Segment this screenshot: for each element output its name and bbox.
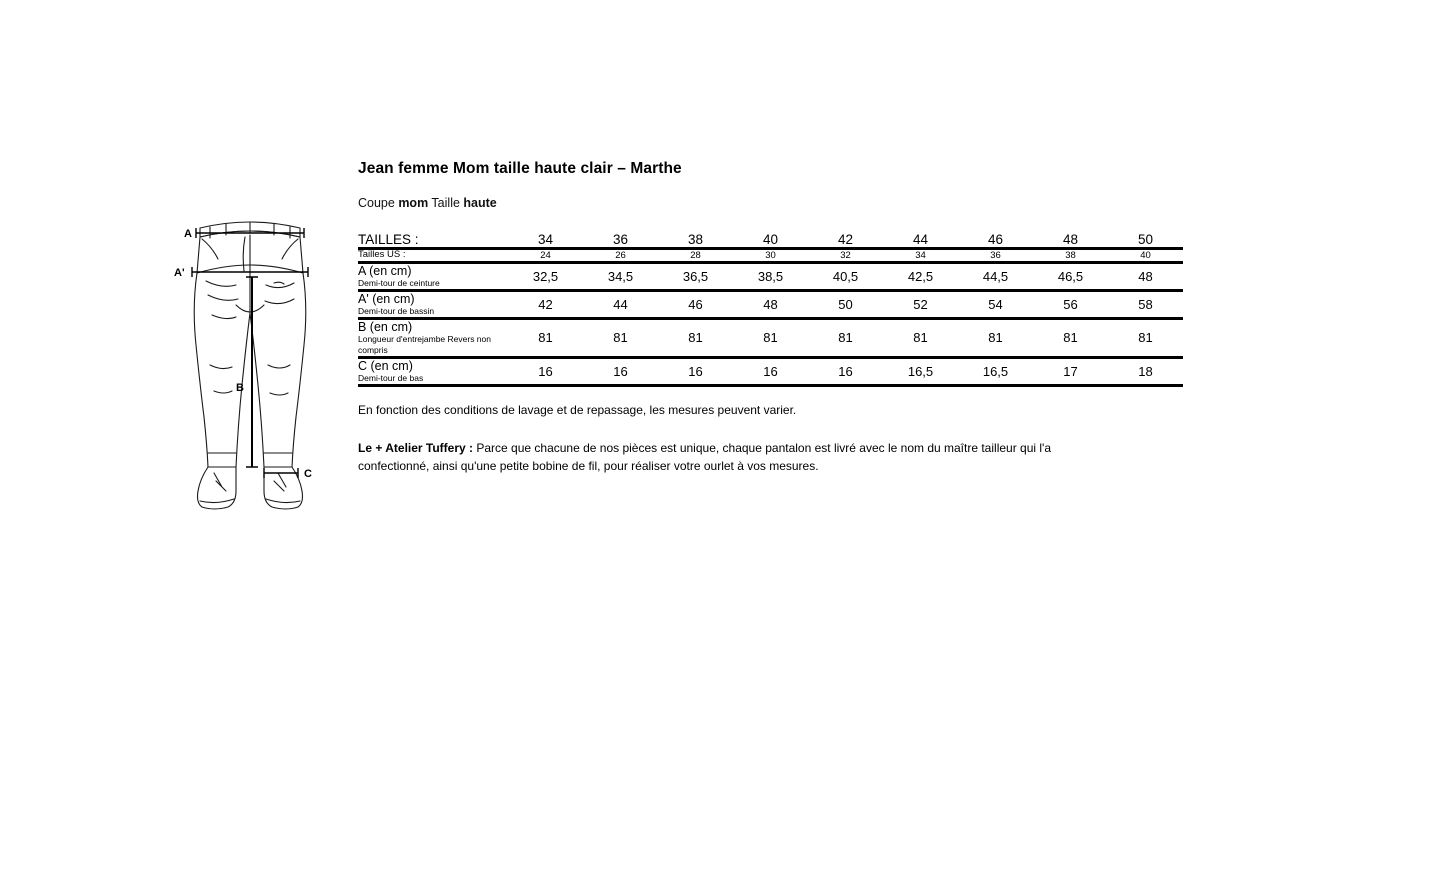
cell-value: 17 <box>1063 363 1078 379</box>
cell-value: 81 <box>538 330 553 346</box>
note-plus-text: Parce que chacune de nos pièces est unique, chaque pantalon est livré avec le nom du maître tailleur qui l'a confectionné, ainsi qu'une petite bobine de fil, pour réaliser votre ourlet à vos mesures. <box>358 440 1052 473</box>
label-c: C <box>304 468 312 480</box>
size-header-42: 42 <box>837 232 854 247</box>
note-plus-label: Le + Atelier Tuffery : <box>358 440 474 455</box>
cell-value: 32,5 <box>532 269 559 284</box>
cell-value: 50 <box>838 297 853 312</box>
size-header-36: 36 <box>612 232 629 247</box>
cell-value: 58 <box>1138 297 1153 312</box>
page-title: Jean femme Mom taille haute clair – Marthe <box>358 160 682 177</box>
row-label-sub: Demi-tour de bas <box>358 373 424 383</box>
row-label-sub: Demi-tour de ceinture <box>358 278 440 289</box>
fit-description <box>358 196 1158 210</box>
cell-value: 81 <box>763 330 778 346</box>
size-header-44: 44 <box>912 232 929 247</box>
size-header-50: 50 <box>1137 232 1154 247</box>
cell-value: 36 <box>990 250 1001 261</box>
label-a-prime: A' <box>174 267 185 279</box>
cell-value: 81 <box>688 330 703 346</box>
cell-value: 38 <box>1065 250 1076 261</box>
size-header-48: 48 <box>1062 232 1079 247</box>
table-divider-cell <box>358 385 1183 387</box>
cell-value: 52 <box>913 297 928 312</box>
table-header-label: TAILLES : <box>358 232 419 247</box>
cell-value: 81 <box>988 330 1003 346</box>
table-row <box>358 250 1183 263</box>
cell-value: 16 <box>688 363 703 379</box>
cell-value: 81 <box>1138 330 1153 346</box>
table-row <box>358 320 1183 357</box>
row-label-main: A' (en cm) <box>358 292 415 306</box>
cell-value: 56 <box>1063 297 1078 312</box>
cell-value: 44,5 <box>982 269 1009 284</box>
row-label <box>358 250 508 263</box>
table-row <box>358 292 1183 319</box>
cell-value: 30 <box>765 250 776 261</box>
cell-value: 46 <box>688 297 703 312</box>
cell-value: 42 <box>538 297 553 312</box>
cell-value: 24 <box>540 250 551 261</box>
row-label-main: A (en cm) <box>358 264 412 278</box>
table-header-row <box>358 232 1183 249</box>
cell-value: 16,5 <box>982 363 1009 379</box>
row-label <box>358 292 508 319</box>
cell-value: 18 <box>1138 363 1153 379</box>
cell-value: 81 <box>613 330 628 346</box>
row-label-main: B (en cm) <box>358 320 413 334</box>
jeans-technical-drawing <box>170 195 330 545</box>
cell-value: 36,5 <box>682 269 709 284</box>
row-label-sub: Longueur d'entrejambe Revers non compris <box>358 334 491 355</box>
fit-prefix: Coupe <box>358 196 399 210</box>
cell-value: 26 <box>615 250 626 261</box>
size-table <box>358 232 1183 387</box>
table-row <box>358 359 1183 386</box>
cell-value: 81 <box>838 330 853 346</box>
cell-value: 16 <box>538 363 553 379</box>
cell-value: 38,5 <box>757 269 784 284</box>
cell-value: 34,5 <box>607 269 634 284</box>
note-atelier-tuffery <box>358 439 1098 475</box>
table-row <box>358 264 1183 291</box>
cell-value: 81 <box>913 330 928 346</box>
cell-value: 16,5 <box>907 363 934 379</box>
cell-value: 46,5 <box>1057 269 1084 284</box>
cell-value: 16 <box>613 363 628 379</box>
cell-value: 48 <box>1138 269 1153 284</box>
cell-value: 40 <box>1140 250 1151 261</box>
cell-value: 81 <box>1063 330 1078 346</box>
cell-value: 54 <box>988 297 1003 312</box>
cell-value: 40,5 <box>832 269 859 284</box>
label-b: B <box>236 382 244 394</box>
cell-value: 44 <box>613 297 628 312</box>
cell-value: 16 <box>763 363 778 379</box>
size-header-46: 46 <box>987 232 1004 247</box>
row-label <box>358 359 508 386</box>
cell-value: 32 <box>840 250 851 261</box>
size-header-34: 34 <box>537 232 554 247</box>
cell-value: 42,5 <box>907 269 934 284</box>
row-label <box>358 264 508 291</box>
size-guide-content <box>358 160 1158 475</box>
size-header-38: 38 <box>687 232 704 247</box>
cell-value: 34 <box>915 250 926 261</box>
waist-prefix: Taille <box>428 196 464 210</box>
size-header-40: 40 <box>762 232 779 247</box>
row-label-main: Tailles US : <box>358 249 406 261</box>
cell-value: 16 <box>838 363 853 379</box>
table-divider <box>358 385 1183 387</box>
row-label-main: C (en cm) <box>358 358 413 373</box>
row-label-sub: Demi-tour de bassin <box>358 306 435 317</box>
waist-value: haute <box>463 196 497 210</box>
cell-value: 48 <box>763 297 778 312</box>
note-measurement-variation: En fonction des conditions de lavage et de repassage, les mesures peuvent varier. <box>358 402 797 417</box>
cell-value: 28 <box>690 250 701 261</box>
row-label <box>358 320 508 357</box>
fit-value: mom <box>398 196 429 210</box>
label-a: A <box>184 228 192 240</box>
